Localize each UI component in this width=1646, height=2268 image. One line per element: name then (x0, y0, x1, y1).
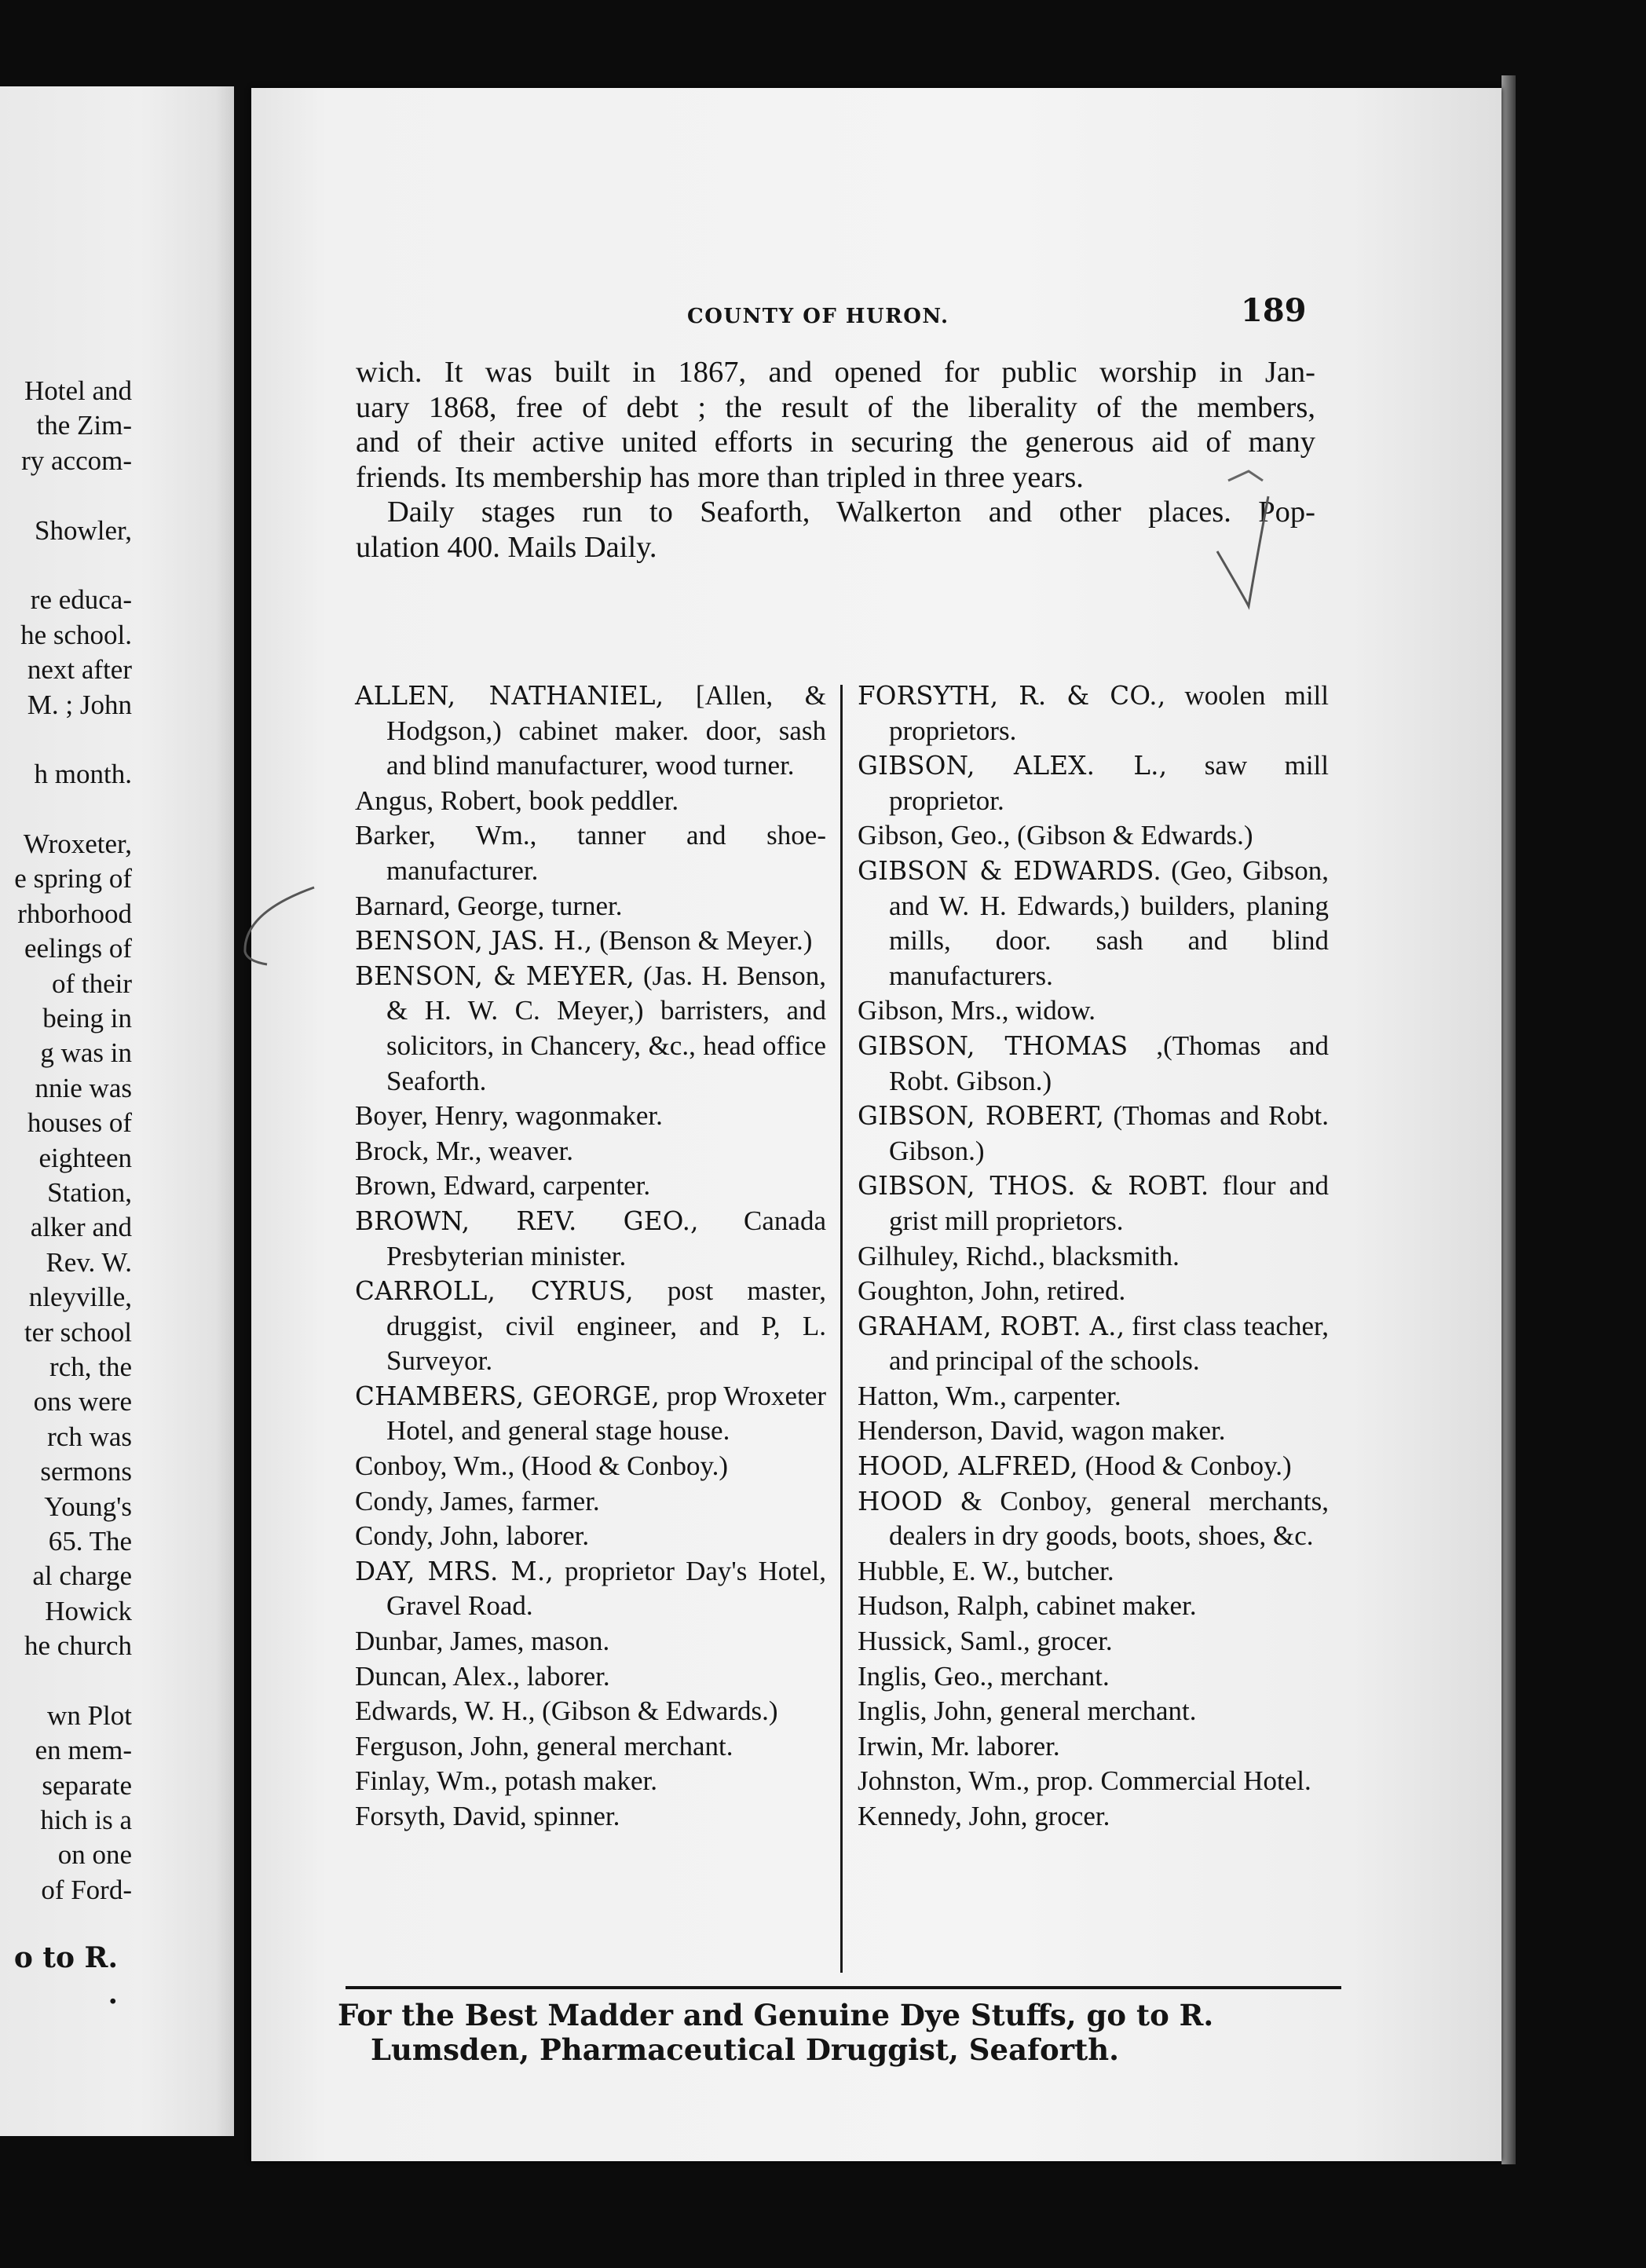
directory-columns (355, 679, 1329, 1978)
entry-details: Canada Presbyterian minister. (386, 1205, 826, 1271)
previous-page-text (0, 374, 132, 1908)
entry-details: Finlay, Wm., potash maker. (355, 1765, 657, 1797)
entry-details: prop Wroxeter Hotel, and general stage house. (386, 1380, 826, 1447)
advert-line-1: For the Best Madder and Genuine Dye Stuffs, go to R. (338, 1998, 1214, 2032)
entry-details: Conboy, Wm., (Hood & Conboy.) (355, 1450, 729, 1482)
entry-name: HOOD (858, 1486, 943, 1516)
entry-details: Dunbar, James, mason. (355, 1626, 610, 1657)
entry-details: (Hood & Conboy.) (1077, 1450, 1292, 1482)
page-number: 189 (1241, 292, 1307, 329)
previous-page-line: g was in (40, 1037, 132, 1069)
entry-name: CHAMBERS, GEORGE, (355, 1381, 660, 1411)
previous-page-line: eelings of (24, 933, 132, 964)
directory-entry (858, 1379, 1329, 1414)
previous-page-line: nnie was (35, 1072, 132, 1103)
previous-page-line: Wroxeter, (23, 829, 132, 860)
entry-details: first class teacher, and principal of the schools. (889, 1310, 1329, 1377)
previous-page-line: ry accom- (21, 444, 132, 476)
directory-entry (355, 1204, 826, 1274)
directory-entry (858, 1764, 1329, 1799)
directory-entry (858, 854, 1329, 993)
entry-name: GRAHAM, ROBT. A., (858, 1311, 1125, 1341)
previous-page-line: he church (24, 1630, 132, 1662)
previous-page-line: being in (42, 1003, 132, 1034)
previous-page-line: of Ford- (41, 1874, 132, 1905)
directory-entry (355, 924, 826, 959)
entry-details: post master, druggist, civil engineer, and P, L. Surveyor. (386, 1275, 826, 1377)
entry-details: Hatton, Wm., carpenter. (858, 1380, 1121, 1411)
previous-page-line: M. ; John (27, 689, 132, 720)
entry-details: Hubble, E. W., butcher. (858, 1555, 1114, 1586)
previous-page-line: eighteen (38, 1142, 132, 1173)
directory-entry (858, 818, 1329, 854)
previous-page-line: on one (57, 1839, 132, 1871)
directory-entry (858, 1799, 1329, 1835)
directory-entry (858, 1414, 1329, 1449)
previous-page-line: ter school (24, 1316, 132, 1348)
entry-details: Johnston, Wm., prop. Commercial Hotel. (858, 1765, 1311, 1797)
entry-details: Angus, Robert, book peddler. (355, 785, 679, 816)
entry-details: Inglis, John, general merchant. (858, 1696, 1197, 1727)
previous-page-line: rch was (47, 1421, 132, 1452)
entry-details: Barnard, George, turner. (355, 890, 623, 921)
previous-page-fragment (0, 86, 234, 2136)
entry-name: BROWN, REV. GEO., (355, 1205, 699, 1236)
previous-page-line: al charge (32, 1560, 132, 1592)
directory-entry (858, 1309, 1329, 1379)
entry-details: [Allen, & Hodgson,) cabinet maker. door, sash and blind manufacturer, wood turner. (386, 680, 826, 781)
entry-details: ,(Thomas and Robt. Gibson.) (889, 1030, 1329, 1096)
previous-page-line: sermons (40, 1456, 132, 1487)
previous-page-line (0, 792, 132, 827)
advert-line-2: Lumsden, Pharmaceutical Druggist, Seaforth. (371, 2032, 1120, 2067)
entry-details: Irwin, Mr. laborer. (858, 1730, 1060, 1761)
directory-entry (355, 959, 826, 1099)
directory-entry (355, 784, 826, 819)
previous-page-advert (0, 1940, 118, 2012)
entry-name: ALLEN, NATHANIEL, (355, 681, 664, 711)
directory-entry (355, 1764, 826, 1799)
directory-entry (858, 1589, 1329, 1624)
directory-entry (355, 1379, 826, 1449)
entry-details: Ferguson, John, general merchant. (355, 1730, 733, 1761)
previous-page-line: re educa- (30, 584, 132, 616)
entry-name: GIBSON, ROBERT, (858, 1101, 1105, 1132)
running-title: COUNTY OF HURON. (687, 305, 949, 328)
entry-details: Gibson, Geo., (Gibson & Edwards.) (858, 820, 1253, 851)
previous-page-line: h month. (34, 759, 132, 790)
entry-details: Forsyth, David, spinner. (355, 1801, 620, 1831)
previous-page-line: rch, the (49, 1351, 132, 1382)
previous-page-line: e spring of (14, 863, 132, 894)
entry-details: Gibson, Mrs., widow. (858, 995, 1096, 1026)
previous-page-line: ons were (33, 1386, 132, 1418)
entry-details: Goughton, John, retired. (858, 1275, 1126, 1307)
previous-page-line: rhborhood (17, 898, 132, 929)
entry-details: saw mill proprietor. (889, 750, 1329, 816)
pencil-bracket-mark (236, 881, 322, 968)
directory-entry (355, 818, 826, 888)
intro-line: and of their active united efforts in securing the generous aid of many (356, 426, 1315, 459)
previous-page-line: Rev. W. (46, 1246, 132, 1278)
column-divider (840, 685, 843, 1973)
previous-page-line: alker and (30, 1212, 132, 1243)
entry-details: Kennedy, John, grocer. (858, 1801, 1110, 1831)
directory-entry (355, 1134, 826, 1169)
entry-name: GIBSON, THOS. & ROBT. (858, 1171, 1209, 1202)
directory-entry (355, 1169, 826, 1204)
directory-column-right (858, 679, 1329, 1835)
directory-entry (355, 1519, 826, 1554)
previous-page-line: separate (42, 1769, 132, 1801)
entry-details: Hudson, Ralph, cabinet maker. (858, 1590, 1197, 1622)
directory-entry (858, 1169, 1329, 1238)
entry-name: GIBSON, THOMAS (858, 1030, 1128, 1061)
entry-name: BENSON, & MEYER, (355, 960, 635, 991)
entry-name: HOOD, ALFRED, (858, 1451, 1078, 1482)
directory-column-left (355, 679, 826, 1835)
previous-page-advert-line-1: o to R. (13, 1941, 118, 1974)
intro-line: ulation 400. Mails Daily. (356, 530, 657, 564)
entry-details: Condy, John, laborer. (355, 1520, 590, 1552)
entry-details: (Benson & Meyer.) (592, 925, 813, 957)
previous-page-line: 65. The (48, 1525, 132, 1557)
directory-entry (858, 748, 1329, 818)
entry-details: Condy, James, farmer. (355, 1485, 600, 1516)
directory-entry (355, 1729, 826, 1765)
intro-line: wich. It was built in 1867, and opened for public worship in Jan- (356, 356, 1315, 389)
pencil-tick-mark (1225, 457, 1272, 488)
directory-entry (858, 1694, 1329, 1729)
intro-line: Daily stages run to Seaforth, Walkerton and other places. Pop- (387, 496, 1315, 529)
directory-entry (355, 1274, 826, 1379)
entry-details: flour and grist mill proprietors. (889, 1170, 1329, 1236)
previous-page-line: next after (27, 654, 132, 686)
previous-page-line: nleyville, (28, 1282, 132, 1313)
directory-entry (858, 1729, 1329, 1765)
previous-page-advert-line-2: . (108, 1977, 118, 2010)
entry-details: Inglis, Geo., merchant. (858, 1660, 1110, 1692)
directory-entry (355, 1799, 826, 1835)
entry-name: FORSYTH, R. & CO., (858, 681, 1166, 711)
previous-page-line: houses of (27, 1107, 132, 1139)
entry-details: & Conboy, general merchants, dealers in dry goods, boots, shoes, &c. (889, 1485, 1329, 1552)
previous-page-line: wn Plot (47, 1699, 132, 1731)
previous-page-line (0, 1663, 132, 1698)
directory-page (251, 88, 1502, 2161)
previous-page-line: he school. (20, 619, 132, 650)
previous-page-line: Showler, (34, 514, 132, 546)
directory-entry (355, 1624, 826, 1659)
entry-details: Edwards, W. H., (Gibson & Edwards.) (355, 1696, 778, 1727)
directory-entry (858, 1099, 1329, 1169)
directory-entry (858, 1449, 1329, 1484)
previous-page-line (0, 478, 132, 513)
directory-entry (858, 1554, 1329, 1589)
page-header (251, 291, 1502, 338)
previous-page-line: Young's (44, 1491, 132, 1522)
directory-entry (355, 889, 826, 924)
intro-paragraph (356, 355, 1315, 565)
previous-page-line: Station, (47, 1176, 132, 1208)
entry-details: proprietor Day's Hotel, Gravel Road. (386, 1555, 826, 1622)
entry-details: (Jas. H. Benson, & H. W. C. Meyer,) barristers, and solicitors, in Chancery, &c., head office Seaforth. (386, 960, 826, 1096)
previous-page-line: the Zim- (36, 410, 132, 441)
directory-entry (858, 993, 1329, 1029)
directory-entry (858, 1624, 1329, 1659)
entry-details: Barker, Wm., tanner and shoe-manufacturer. (355, 820, 826, 886)
directory-entry (355, 1099, 826, 1134)
directory-entry (355, 1484, 826, 1520)
entry-name: GIBSON & EDWARDS. (858, 855, 1161, 886)
previous-page-line: Hotel and (24, 375, 132, 406)
page-edge (1502, 75, 1516, 2164)
entry-details: woolen mill proprietors. (889, 680, 1329, 746)
intro-line: friends. Its membership has more than tripled in three years. (356, 460, 1084, 494)
entry-details: Brown, Edward, carpenter. (355, 1170, 651, 1202)
entry-details: (Thomas and Robt. Gibson.) (889, 1100, 1329, 1166)
directory-entry (355, 1449, 826, 1484)
entry-details: Duncan, Alex., laborer. (355, 1660, 610, 1692)
entry-details: Hussick, Saml., grocer. (858, 1626, 1113, 1657)
directory-entry (355, 679, 826, 784)
entry-name: BENSON, JAS. H., (355, 926, 593, 957)
directory-entry (858, 1029, 1329, 1099)
entry-details: Henderson, David, wagon maker. (858, 1415, 1226, 1447)
previous-page-line: en mem- (35, 1735, 132, 1766)
previous-page-line: of their (51, 968, 132, 999)
directory-entry (355, 1659, 826, 1695)
intro-line: uary 1868, free of debt ; the result of the liberality of the members, (356, 390, 1315, 424)
directory-entry (355, 1694, 826, 1729)
previous-page-line (0, 722, 132, 757)
entry-details: Boyer, Henry, wagonmaker. (355, 1100, 663, 1132)
entry-details: (Geo, Gibson, and W. H. Edwards,) builders, planing mills, door. sash and blind manufacturers. (889, 854, 1329, 991)
footer-advertisement (338, 1998, 1359, 2067)
previous-page-line (0, 548, 132, 583)
entry-details: Brock, Mr., weaver. (355, 1135, 573, 1166)
directory-entry (858, 1274, 1329, 1309)
directory-entry (858, 1239, 1329, 1275)
entry-name: DAY, MRS. M., (355, 1556, 554, 1586)
pencil-check-mark (1213, 488, 1276, 614)
directory-entry (858, 1484, 1329, 1554)
entry-details: Gilhuley, Richd., blacksmith. (858, 1240, 1180, 1271)
directory-entry (355, 1554, 826, 1624)
entry-name: CARROLL, CYRUS, (355, 1276, 634, 1307)
previous-page-line: Howick (45, 1595, 132, 1626)
footer-rule (346, 1986, 1341, 1989)
directory-entry (858, 679, 1329, 748)
previous-page-line: hich is a (40, 1805, 132, 1836)
directory-entry (858, 1659, 1329, 1695)
entry-name: GIBSON, ALEX. L., (858, 751, 1168, 781)
